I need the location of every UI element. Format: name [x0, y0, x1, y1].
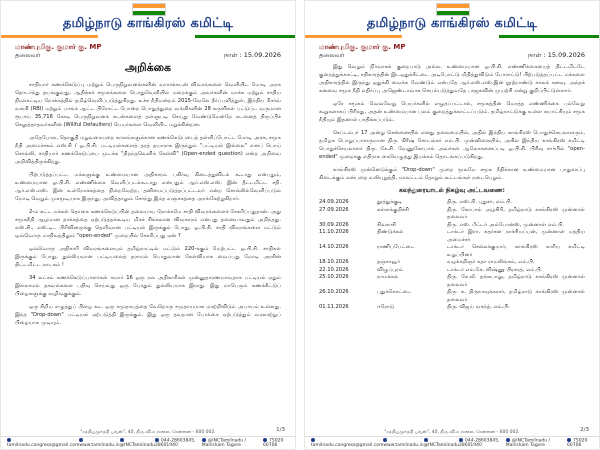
president-role: தலைவர் [319, 51, 345, 59]
schedule-row [319, 244, 585, 259]
schedule-by: டாக்டர் செல்லக்குமார், காங்கிரஸ் காரிய கமிட்டி உறுப்பினர் [447, 244, 585, 258]
schedule-by: திரு. எஸ்.பி. புதுசா, எம்.பி. [447, 199, 513, 205]
paragraph: அதேபோல, தொகுதி மறுவரையறை காலங்களுக்கான கணக்கெடுப்பைத் தள்ளிப்போட்ட மோடி அரசு, சமூக நீதி அமைச்சகம் எஸ்.சி / ஓ.பி.சி. பட்டியல்களைத் தரத் தயாராக இருந்தும் "பட்டியல் இல்லை" எனப் பொய் சொல்லி, சாதியார் கணக்கெடுப்பை முடக்க "திறந்தவெளிக் கேள்வி" (Open-ended question) என்ற அறிவை அறிவித்திருக்கிறது. [15, 135, 281, 165]
schedule-by: திரு. கோபால் அழகிரி, தமிழ்நாடு காங்கிரஸ் முன்னாள் தலைவர் [447, 206, 585, 220]
schedule-date: 25.10.2026 [319, 274, 349, 280]
twitter-icon [120, 438, 124, 442]
mail-icon [311, 438, 315, 442]
footer-contacts [305, 436, 599, 449]
schedule-date: 27.09.2026 [319, 206, 349, 213]
brand-title: தமிழ்நாடு காங்கிரஸ் கமிட்டி [366, 16, 538, 31]
schedule-place: திண்டுக்கல் [377, 229, 404, 235]
president-role: தலைவர் [15, 51, 41, 59]
schedule-row [319, 304, 585, 312]
phone-icon [155, 438, 159, 442]
schedule-table [319, 199, 585, 312]
footer-address: "சத்தியமூர்த்தி பவன்", 40, திரு.வி.க சாலை, சென்னை - 600 002. [80, 430, 216, 435]
schedule-row [319, 289, 585, 304]
schedule-row [319, 259, 585, 267]
mail-icon [7, 438, 11, 442]
page-1-body [15, 81, 281, 332]
schedule-place: ராணிப்பேட்டை [377, 244, 415, 250]
schedule-date: 22.10.2026 [319, 266, 349, 273]
schedule-title: கலந்துரையாடல் நிகழ்வு அட்டவணை: [399, 187, 505, 194]
letterhead [305, 1, 599, 43]
social-handle[interactable]: @INCTamilnadu / Manickam Tagore [201, 438, 247, 449]
globe-icon [383, 438, 387, 442]
social-handle[interactable]: @INCTamilnadu / Manickam Tagore [505, 438, 551, 449]
schedule-place: விழுப்புரம் [377, 266, 404, 273]
schedule-row [319, 222, 585, 230]
page-1 [0, 0, 296, 450]
paragraph: 2-ம் கட்ட மக்கள் தொகை கணக்கெடுப்பின் தலையாய நோக்கமே சாதி விவரங்களைச் சேகரிப்பதுதான். அது சமூகநீதி ஆழமான தாக்கத்தை ஏற்படுத்தக்கூடிய மிகச் சிக்கலான விவகாரம் என்பது தனையாவதும் அறிந்தது. எஸ்.சி., எஸ்.டி., பிரிவினருக்கு தெளிவான பட்டியல் இருக்கும் போது, ஓ.பி.சி. சாதி விவரங்களை மட்டும் ஒவ்வொரு மாநிலத்திலும் "open-ended" முறையில் சேகரிப்பது ஏன் ? [15, 209, 281, 239]
schedule-place: தஞ்சாவூர் [377, 259, 401, 265]
flag-icon [132, 3, 166, 16]
schedule-place: சிவகாசி [377, 221, 397, 228]
schedule-date: 24.09.2026 [319, 199, 349, 205]
schedule-place: புதுக்கோட்டை [377, 289, 412, 295]
schedule-date: 18.10.2026 [319, 259, 349, 265]
paragraph: பிற்படுத்தப்பட்ட மக்களுக்கு உண்மையான அதிகாரம் பகிர்வு கிடைத்துவிடக் கூடாது என்பதும், உண்மையான ஓ.பி.சி. எண்ணிக்கை வெளிப்படக்கூடாது என்பதும் ஆர்.எஸ்.எஸ். இன் தீட்டமிட்ட சதி. ஆர்.எஸ்.எஸ். இன் உள்நோக்கத்தை நிறைவேற்ற, தனிமைப்படுத்தப்பட்டவர் என்ற சொல்லில்வெளிப்படும் மோடி வெறும் முகமூடியாக இருந்து, அவித்தாலும் சேர்ந்து இந்த வஞ்சகத்தை அரங்கேற்றுகிறார். [15, 172, 281, 202]
schedule-by: டாக்டர் எம்.கே. விஷ்ணு பிரசாத், எம்.பி. [447, 266, 543, 273]
schedule-row [319, 199, 585, 207]
paragraph: 34 லட்சம் கணக்கெடுப்பாளர்கள் சுமார் 16 ஒரு நல அதிகாரிகள் முன்னுதாரணமாவதாக பட்டியல் ஏதும் இல்லாமல் தகவல்களை பதிவு செய்வது ஒரு போதும் துல்லியமாக இராது. இது மாபெரும் கணக்கீட்டுப் பிழைகளுக்கு வழிவகுக்கும். [15, 275, 281, 297]
schedule-row [319, 207, 585, 222]
page-number: 1/3 [276, 427, 285, 433]
whatsapp-icon [567, 438, 571, 442]
email-link[interactable]: tamilnadu.congress@gmail.com [7, 438, 79, 449]
schedule-by: வழக்கறிஞர் கதா ராமலிங்கம், எம்.பி. [447, 259, 535, 265]
schedule-date: 30.09.2026 [319, 221, 349, 228]
facebook-icon [506, 438, 510, 442]
facebook-icon [202, 438, 206, 442]
globe-icon [79, 438, 83, 442]
twitter-link[interactable]: @INCTamilnadu [120, 438, 155, 449]
twitter-icon [424, 438, 428, 442]
brand-title: தமிழ்நாடு காங்கிரஸ் கமிட்டி [62, 16, 234, 31]
schedule-date: 01.11.2026 [319, 304, 349, 310]
president-name: மாண்புமிகு. குமார் கு. MP [15, 43, 102, 51]
paragraph: சாதியார் கணக்கெடுப்பு மற்றும் பெருநிறுவனங்களின் வாராக்கடன் விவரங்களை வெளியிட மோடி அரசு தொடர்ந்து தயங்குவது, ஆதிக்கச் சமூகங்களை பொதுவெளியில் மறைக்கும் அவர்களின் மாக்க மற்றும் சாதிய நிரல்கட்டிய நோக்கத்தில் தமிழ்வெளிப்படுத்துகிறது. உச்ச நீதிமன்றம் 2015-வேலே தீர்ப்பளித்துள், இந்திய ரிசர்வ் வங்கி (RBI) மற்றும் பாங்க் ஆட்ட பிரோட்ட போன்ற பொதுத்துறை வங்கிகளின் 28 கருவிகள் பட்டுப்ட வருமான ரூபாய் 35,716 கோடி பெருநிறுவனக் கடன்களைத் தள்ளுபடி செய்து வேண்டுமென்றே கடனைத் திருப்பிச் செலுத்தாதவர்களின் (Willful Defaulters) பெயர்களை வெளியிட மறுக்கின்றன. [15, 82, 281, 128]
tricolor-divider [1, 35, 295, 38]
mobile-text: 75020 60706 [567, 438, 588, 449]
page-2-body [319, 63, 585, 312]
document-date: நாள் : 15.09.2026 [528, 51, 585, 59]
web-link[interactable]: www.tamilnadu.in [79, 438, 119, 449]
schedule-date: 14.10.2026 [319, 244, 349, 250]
schedule-by: திரு. சு. திருநாவுக்கரசர், தமிழ்நாடு காங்கிரஸ் முன்னாள் தலைவர் [447, 289, 585, 303]
paragraph: காங்கிரஸ் முன்னெடுக்கும் "Drop-down" முறை மூலமே சமூக நீதிக்கான உண்மையான பாதுகாப்பு கிடைக்கும் என்பதை வலியுறுத்தி, மாவட்டம் தோறும் கூட்டங்கள் நடைபெறும். [319, 167, 585, 181]
schedule-by: டாக்டர் இரா. சுதர்சன நாச்சியப்பன், முன்னாள் மத்திய அமைச்சர் [447, 229, 585, 243]
page-number: 2/3 [580, 427, 589, 433]
schedule-row [319, 229, 585, 244]
schedule-place: நாமக்கல் [377, 274, 399, 280]
footer-address: "சத்தியமூர்த்தி பவன்", 40, திரு.வி.க சாலை, சென்னை - 600 002. [384, 430, 520, 435]
document-title: அறிக்கை [124, 61, 172, 74]
schedule-by: திரு. எஸ். பீட்டர் அல்போன்ஸ், முன்னாள் எம்.பி. [447, 221, 565, 228]
email-link[interactable]: tamilnadu.congress@gmail.com [311, 438, 383, 449]
schedule-row [319, 274, 585, 289]
schedule-date: 26.10.2026 [319, 289, 349, 295]
page-2 [304, 0, 600, 450]
schedule-date: 11.10.2026 [319, 229, 349, 235]
footer-contacts [1, 436, 295, 449]
paragraph: ஒரு சிறிய எழுத்துப் பிழை கூட ஒரு சமுதாயத்தை வேறொரு சமுதாயமாக மாற்றிவிடும் அபாயம் உள்ளது. இந்த "Drop-down" பட்டியல் ஏற்படுத்தி இருக்கும். இது ஒரு தவறான போக்கை ஏற்படுத்தும் வரலாற்றுப் பிழையாக முடியும். [15, 304, 281, 326]
schedule-place: கள்ளக்குறிச்சி [377, 206, 409, 213]
schedule-place: தூத்துக்குடி [377, 199, 403, 205]
phone-text: 044-28603845, 28601940 [458, 438, 500, 449]
schedule-by: திரு. கே.வீ. தங்கபாலு, தமிழ்நாடு காங்கிரஸ் முன்னாள் தலைவர் [447, 274, 585, 288]
paragraph: ஒவ்வொரு அதிகாரி விவரங்களையும் தமிழ்நாட்டில் மட்டும் 220-க்கும் மேற்பட்ட ஓ.பி.சி. சாதிகள் இருக்கும் போது, துல்லியமான பட்டியலைத் தராமல் பொதுவான கேள்வியாக வைப்பது மோடி அரசின் திட்டமிட்ட நாடகம் ! [15, 246, 281, 268]
schedule-by: திரு. விஜய் வசந்த், எம்.பி. [447, 304, 510, 310]
document-date: நாள் : 15.09.2026 [224, 51, 281, 59]
president-name: மாண்புமிகு. குமார் கு. MP [319, 43, 406, 51]
twitter-link[interactable]: @INCTamilnadu [424, 438, 459, 449]
web-link[interactable]: www.tamilnadu.in [383, 438, 423, 449]
letterhead [1, 1, 295, 43]
phone-text: 044-28603845, 28601940 [154, 438, 196, 449]
paragraph: ஒரே சமூகம் வெவ்வேறு பெயர்களில் எழுதப்பட்டால், சமூகத்தின் மொத்த எண்ணிக்கை பல்வேறு கூறுகளாகப் பிரிந்து, அதன் உண்மையான பலம் குறைத்துக்காட்டப்படும். தமிழ்நாட்டுக்கு உள்ள சுயாட்சியும் சமூக நீதியும் இதனால் பாதிக்கப்படும். [319, 101, 585, 123]
tricolor-divider [305, 35, 599, 38]
paragraph: இது வெறும் நிர்வாகக் குறைபாடு அல்ல. உண்மையான ஓ.பி.சி. எண்ணிக்கையைத் திட்டமிட்டே குறைத்துக்காட்டி, சதிகாரத்தின் இடஒதுக்கீட்டை அடிபோட்டு மிதித்துவிடும் போராட்டு! பிற்படுத்தப்பட்ட மக்களை அதிகாரத்தில் இருந்து ஒதுக்கி வைக்க வேண்டும் என்பதே ஆர்.எஸ்.எஸ்.இன் நூற்றாண்டு காலக் கனவு. அந்தக் கனவை சமூக நீதி எதிர்ப்பு அஜெண்டாவாக செயல்படுத்துவதே பாஜகவின் முயற்சி என்று குறிப்பிட்டுள்ளார். [319, 64, 585, 94]
schedule-row [319, 267, 585, 275]
mobile-text: 75020 60706 [263, 438, 284, 449]
phone-icon [459, 438, 463, 442]
flag-icon [436, 3, 470, 16]
schedule-place: ஈரோடு [377, 304, 395, 310]
paragraph: செப்டம்பர் 17 அன்று சென்னையில் எனது தலைமையில், அதில் இந்திய காங்கிரஸ் பொதுச்செயலாளரும், தமிழக பொறுப்பாளருமான திரு. கிரீஷ் சோடங்கர் எம்.பி. முன்னிலையில், அகில இந்திய காங்கிரஸ் கமிட்டி பொதுச்செயலாளர் திரு. கே.சி. வேணுகோபால் அவர்கள் ஆலோசனைப்படி ஓ.பி.சி. பிரிவு சார்பில் "open-ended" முறைக்கு எதிராக கையெழுத்து இயக்கம் தொடங்கப்படுகிறது. [319, 130, 585, 160]
whatsapp-icon [263, 438, 267, 442]
